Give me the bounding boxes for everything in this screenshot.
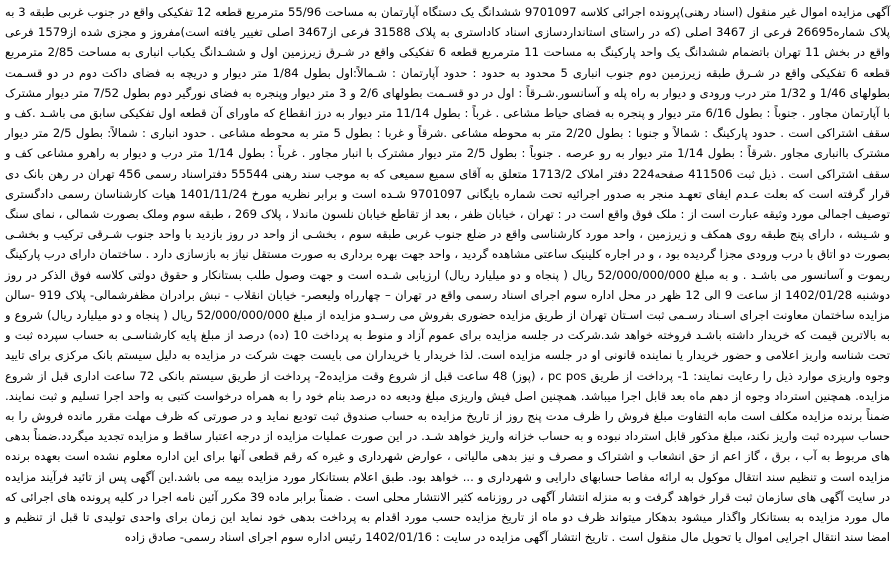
notice-body: آگهی مزایده اموال غیر منقول (اسناد رهنی)پرونده اجرائی کلاسه 9701097 ششدانگ یک دستگاه آپارتمان به مساحت 55/96 مترمربع قطعه 12 تفکیکی واقع در جنوب غربی طبقه 3 به پلاک شماره26695 فرعی از 3467 اصلی (که در راستای استانداردسازی اسناد کاداستری به پلاک 31588 فرعی از3467 اصلی تغییر یافته است)مفروز و مجزی شده از1579 فرعی واقع در بخش 11 تهران باتضمام ششدانگ یک واحد پارکینگ به مساحت 11 مترمربع قطعه 6 تفکیکی واقع در شـرق زیرزمین اول و ششـدانگ یکباب انباری به مساحت 2/85 مترمربع قطعه 6 تفکیکی واقع در شـرق طبقه زیرزمین دوم جنوب انباری 5 محدود به حدود : حدود آپارتمان : شـمالاً:اول بطول 1/84 متر دیوار و دریچه به فضای داکت دوم در دو قسـمت بطولهای 1/46 و 1/32 متر درب ورودی و دیوار به راه پله و آسانسور.شـرقاً : اول در دو قسـمت بطولهای 2/6 و 3 متر دیوار وپنجره به فضای نورگیر دوم بطول 7/52 متر دیوار مشترک با آپارتمان مجاور . جنوباً : بطول 6/16 متر دیوار و پنجره به فضای حیاط مشاعی . غرباً : بطول 11/14 متر دیوار به درز انقطاع که ماورای آن قطعه اول تفکیکی سابق می باشـد .کف و سقف اشتراکی است . حدود پارکینگ : شمالاً و جنوبا : بطول 2/20 متر به محوطه مشاعی .شرقاً و غربا : بطول 5 متر به محوطه مشاعی . حدود انباری : شمالاً: بطول 2/5 متر دیوار مشترک باانباری مجاور .شرقاً : بطول 1/14 متر دیوار به رو عرصه . جنوباً : بطول 2/5 متر دیوار مشترک با انبار مجاور . غرباً : بطول 1/14 متر درب و دیوار به راهرو مشاعی کف و سقف اشتراکی است . ذیل ثبت 411506 صفحه224 دفتر املاک 1713/2 متعلق به آقای سمیع سمیعی که به موجب سند رهنی 55544 دفترا‌سناد رسمی 456 تهران در رهن بانک دی قرار گرفته است که بعلت عـدم ایفای تعهـد منجر به صدور اجرائیه تحت شماره بایگانی 9701097 شـده است و برابر نظریه مورخ 1401/11/24 هیات کارشناسان رسمی دادگستری توصیف اجمالی مورد وثیقه عبارت است از : ملک فوق واقع است در : تهران ، خیابان ظفر ، بعد از تقاطع خیابان نلسون ماندلا ، پلاک 269 ، طبقه سوم وملک بصورت شمالی ، نمای سنگ و شـیشه ، دارای پنج طبقه روی همکف و زیرزمین ، واحد مورد کارشناسی واقع در ضلع جنوب غربی طبقه سوم ، بخشـی از واحد در روز بازدید با واحد جنوب شـرقی ترکیب و بخشـی بصورت دو اتاق با درب ورودی مجزا گردیده بود ، و در اجاره کلینیک ساعتی مشاهده گردید ، واحد جهت بهره برداری به صورت مستقل نیاز به بازسازی دارد . ساختمان دارای درب پارکینگ ریموت و آسانسور می باشـد . و به مبلغ 52/000/000/000 ریال ( پنجاه و دو میلیارد ریال) ارزیابی شـده است و جهت وصول طلب بستانکار و حقوق دولتی کلاسه فوق الذکر در روز دوشنبه 1402/01/28 از ساعت 9 الی 12 ظهر در محل اداره سوم اجرای اسناد رسمی واقع در تهران – چهارراه ولیعصر- خیابان انقلاب - نبش برادران مظفرشمالی- پلاک 919 -سالن مزایده ساختمان معاونت اجرای اسـناد رسـمی ثبت اسـتان تهران از طریق مزایده حضوری بفروش می رسـدو مزایده از مبلغ 52/000/000/000 ریال ( پنجاه و دو میلیارد ریال) شروع و به بالاترین قیمت که خریدار داشته باشـد فروخته خواهد شد.شرکت در جلسه مزایده برای عموم آزاد و منوط به پرداخت 10 (ده) درصد از مبلغ پایه کارشناسـی به حساب سپرده ثبت و تحت شناسه واریز اعلامی و حضور خریدار یا نماینده قانونی او در جلسه مزایده است. لذا خریدار یا خریداران می بایست جهت شرکت در مزایده به دلیل سیستم بانک مرکزی برای تایید وجوه واریزی موارد ذیل را رعایت نمایند: 1- پرداخت از طریق pc pos ، (پوز) 48 ساعت قبل از شروع وقت مزایده2- پرداخت از طریق سیستم بانکی 72 ساعت اداری قبل از شروع مزایده. همچنین استرداد وجوه از دهم ماه بعد قابل اجرا میباشد. همچنین اصل فیش واریزی مبلغ ودیعه ده درصد بنام خود را به همراه درخواست کتبی به واحد اجرا تسلیم و ثبت نمایند. ضمناً برنده مزایده مکلف است مابه التفاوت مبلغ فروش را ظرف مدت پنج روز از تاریخ مزایده به حساب صندوق ثبت تودیع نماید و در صورتی که ظرف مهلت مقرر مانده فروش را به حساب سپرده ثبت واریز نکند، مبلغ مذکور قابل استرداد نبوده و به حساب خزانه واریز خواهد شـد. در این صورت عملیات مزایده از درجه اعتبار ساقط و مزایده تجدید میگردد.ضمناً بدهی های مربوط به آب ، برق ، گاز اعم از حق انشعاب و اشتراک و مصرف و نیز بدهی مالیاتی ، عوارض شهرداری و غیره که رقم قطعی آنها برای این اداره معلوم نشده است بعهده برنده مزایده است و تنظیم سند انتقال موکول به ارائه مفاصا حسابهای دارایی و شهرداری و ... خواهد بود. طبق اعلام بستانکار مورد مزایده بیمه می باشد.این آگهی پس از تائید فرآیند مزایده در سایت آگهی های سازمان ثبت قرار خواهد گرفت و به منزله انتشار آگهی در روزنامه کثیر الانتشار محلی است . ضمناً برابر ماده 39 مکرر آئین نامه اجرا در کلیه پرونده های اجرائی که مال مورد مزایده به بستانکار واگذار میشود بدهکار میتواند ظرف دو ماه از تاریخ مزایده حسب مورد اقدام به پرداخت بدهی خود نماید این زمان برای واحدی تولیدی تا قبل از تنظیم و امضا سند انتقال اجرایی اموال یا تحویل مال منقول است . تاریخ انتشار آگهی مزایده در سایت : 1402/01/16 رئیس اداره سوم اجرای اسناد رسمی- صادق زاده (5, 5, 891, 545)
